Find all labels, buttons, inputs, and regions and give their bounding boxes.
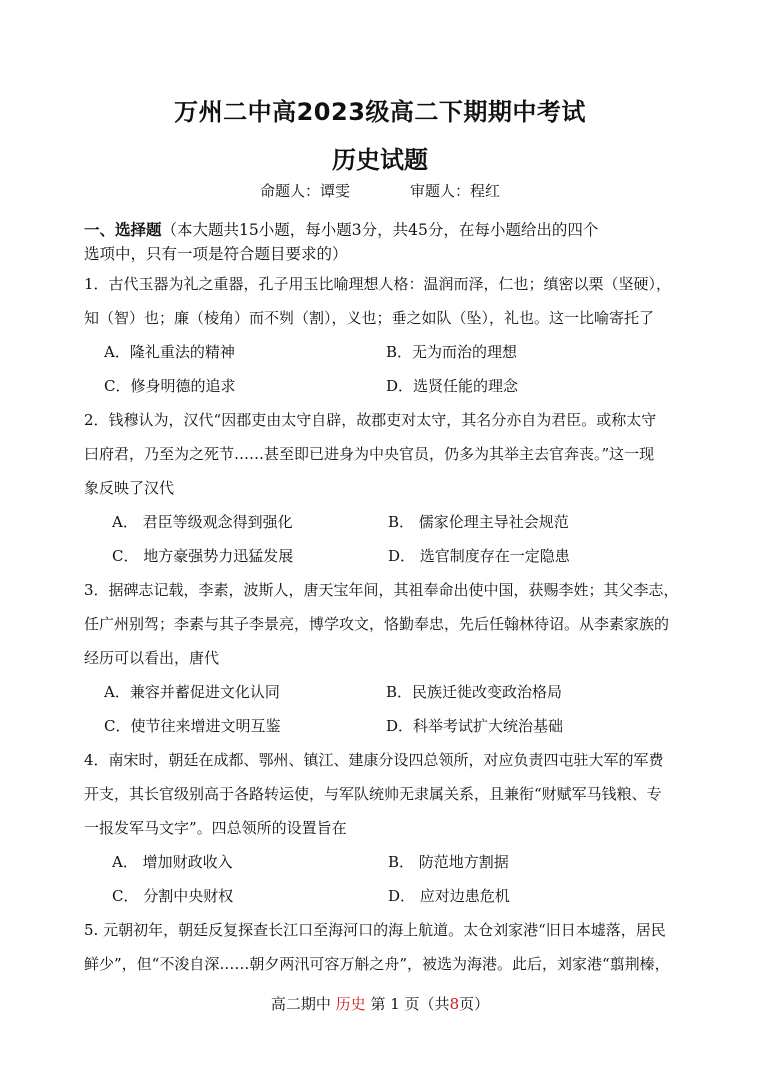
setter-label: 命题人：谭雯 [259,182,350,200]
question-4-line-3: 一报发军马文字”。四总领所的设置旨在 [84,819,347,837]
section-title: 一、选择题 [84,221,162,239]
question-4-option-b: B． 防范地方割据 [388,853,509,871]
exam-subtitle: 历史试题 [332,146,428,174]
question-1-option-a: A．隆礼重法的精神 [104,343,235,361]
section-heading [84,218,684,266]
question-4-line-2: 开支，其长官级别高于各路转运使，与军队统帅无隶属关系，且兼衔“财赋军马钱粮、专 [84,785,662,803]
question-5-line-2: 鲜少”，但“不浚自深……朝夕两汛可容万斛之舟”，被选为海港。此后，刘家港“翦荆榛， [84,955,670,973]
question-3-option-d: D．科举考试扩大统治基础 [386,717,564,735]
question-4-option-d: D． 应对边患危机 [388,887,510,905]
section-note-2: 选项中，只有一项是符合题目要求的） [84,245,348,263]
question-2-option-a: A． 君臣等级观念得到强化 [112,513,293,531]
question-3-line-1: 3．据碑志记载，李素，波斯人，唐天宝年间，其祖奉命出使中国，获赐李姓；其父李志， [84,581,679,599]
footer-page-suffix: 页） [459,995,490,1013]
footer-page-prefix: 第 1 页（共 [370,995,450,1013]
footer-subject: 历史 [335,995,366,1013]
question-3-line-2: 任广州别驾；李素与其子李景亮，博学攻文，恪勤奉忠，先后任翰林待诏。从李素家族的 [84,615,670,633]
question-2-line-3: 象反映了汉代 [84,479,175,497]
footer-grade: 高二期中 [270,995,331,1013]
question-5-line-1: 5. 元朝初年，朝廷反复探查长江口至海河口的海上航道。太仓刘家港“旧日本墟落，居民 [84,921,666,939]
question-1-line-2: 知（智）也；廉（棱角）而不刿（割），义也；垂之如队（坠），礼也。这一比喻寄托了 [84,309,655,327]
question-3-option-b: B．民族迁徙改变政治格局 [386,683,563,701]
exam-title: 万州二中高2023级高二下期期中考试 [174,98,586,126]
question-3-option-c: C．使节往来增进文明互鉴 [104,717,281,735]
footer-total-pages: 8 [449,995,460,1013]
question-4-line-1: 4．南宋时，朝廷在成都、鄂州、镇江、建康分设四总领所，对应负责四屯驻大军的军费 [84,751,664,769]
question-2-option-c: C． 地方豪强势力迅猛发展 [112,547,294,565]
authors-line [0,180,760,201]
question-3-option-a: A．兼容并蓄促进文化认同 [104,683,280,701]
question-3-line-3: 经历可以看出，唐代 [84,649,220,667]
question-4-option-a: A． 增加财政收入 [112,853,233,871]
question-1-option-c: C．修身明德的追求 [104,377,236,395]
question-2-line-2: 曰府君，乃至为之死节……甚至即已进身为中央官员，仍多为其举主去官奔丧。”这一现 [84,445,655,463]
question-1-option-b: B．无为而治的理想 [386,343,518,361]
question-2-option-d: D． 选官制度存在一定隐患 [388,547,570,565]
question-2-option-b: B． 儒家伦理主导社会规范 [388,513,569,531]
question-1-line-1: 1．古代玉器为礼之重器，孔子用玉比喻理想人格：温润而泽，仁也；缜密以栗（坚硬）， [84,275,672,293]
section-note-1: （本大题共15小题，每小题3分，共45分，在每小题给出的四个 [161,221,599,239]
reviewer-label: 审题人：程红 [410,182,501,200]
page-footer [0,993,760,1014]
question-4-option-c: C． 分割中央财权 [112,887,234,905]
question-1-option-d: D．选贤任能的理念 [386,377,519,395]
question-2-line-1: 2．钱穆认为，汉代“因郡吏由太守自辟，故郡吏对太守，其名分亦自为君臣。或称太守 [84,411,657,429]
